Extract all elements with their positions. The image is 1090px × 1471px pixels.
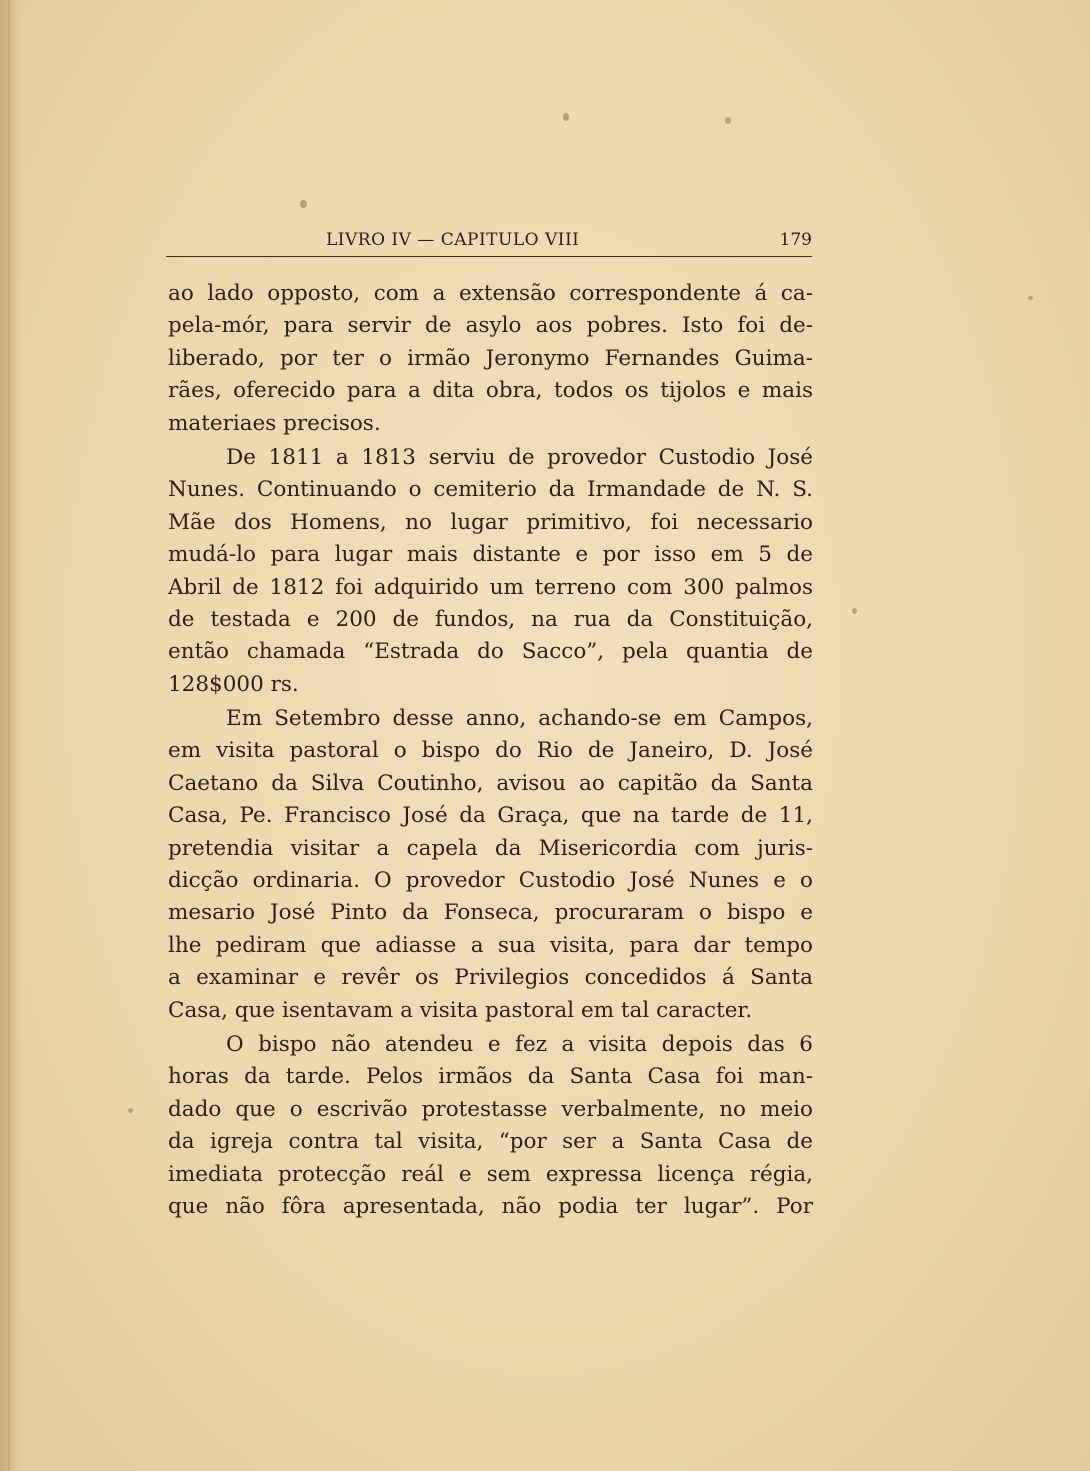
paper-speck	[852, 608, 857, 614]
text-line: em visita pastoral o bispo do Rio de Janeiro, D. José	[168, 738, 813, 764]
text-line: horas da tarde. Pelos irmãos da Santa Casa foi man-	[168, 1064, 813, 1090]
text-line: que não fôra apresentada, não podia ter lugar”. Por	[168, 1193, 813, 1219]
text-line: Mãe dos Homens, no lugar primitivo, foi necessario	[168, 509, 813, 535]
text-line: então chamada “Estrada do Sacco”, pela quantia de	[168, 639, 813, 665]
text-line: Caetano da Silva Coutinho, avisou ao capitão da Santa	[168, 770, 813, 796]
text-line: ao lado opposto, com a extensão correspondente á ca-	[168, 281, 813, 306]
running-title: LIVRO IV — CAPITULO VIII	[326, 230, 580, 250]
text-line: pretendia visitar a capela da Misericordia com juris-	[168, 835, 813, 861]
text-line: 128$000 rs.	[168, 671, 299, 697]
text-line: lhe pediram que adiasse a sua visita, para dar tempo	[168, 932, 813, 958]
paper-speck	[128, 1108, 133, 1113]
paper-speck	[300, 200, 307, 208]
text-line: Em Setembro desse anno, achando-se em Campos,	[226, 706, 813, 732]
text-line: Casa, que isentavam a visita pastoral em tal caracter.	[168, 997, 753, 1023]
text-line: De 1811 a 1813 serviu de provedor Custodio José	[226, 444, 813, 470]
header-rule	[166, 256, 812, 257]
text-line: mudá-lo para lugar mais distante e por isso em 5 de	[168, 542, 813, 568]
page-spine-shadow	[0, 0, 22, 1471]
page-spine-edge	[8, 0, 10, 1471]
text-line: rães, oferecido para a dita obra, todos os tijolos e mais	[168, 378, 813, 404]
paper-speck	[1028, 296, 1033, 300]
text-line: O bispo não atendeu e fez a visita depois das 6	[226, 1031, 813, 1057]
text-line: de testada e 200 de fundos, na rua da Constituição,	[168, 606, 813, 632]
text-line: Casa, Pe. Francisco José da Graça, que na tarde de 11,	[168, 803, 813, 829]
text-line: liberado, por ter o irmão Jeronymo Fernandes Guima-	[168, 345, 813, 371]
running-header	[166, 228, 812, 256]
text-line: dado que o escrivão protestasse verbalmente, no meio	[168, 1096, 813, 1122]
text-line: Abril de 1812 foi adquirido um terreno com 300 palmos	[168, 574, 813, 600]
paper-speck	[563, 113, 569, 121]
text-line: Nunes. Continuando o cemiterio da Irmandade de N. S.	[168, 477, 813, 503]
text-line: a examinar e revêr os Privilegios concedidos á Santa	[168, 965, 813, 991]
page-number: 179	[779, 230, 812, 250]
paper-speck	[725, 117, 731, 124]
text-line: mesario José Pinto da Fonseca, procuraram o bispo e	[168, 900, 813, 926]
text-line: dicção ordinaria. O provedor Custodio José Nunes e o	[168, 868, 813, 894]
text-line: imediata protecção reál e sem expressa licença régia,	[168, 1161, 813, 1187]
text-line: pela-mór, para servir de asylo aos pobres. Isto foi de-	[168, 313, 813, 339]
text-line: da igreja contra tal visita, “por ser a Santa Casa de	[168, 1129, 813, 1155]
body-text	[168, 278, 813, 1223]
text-line: materiaes precisos.	[168, 410, 381, 436]
